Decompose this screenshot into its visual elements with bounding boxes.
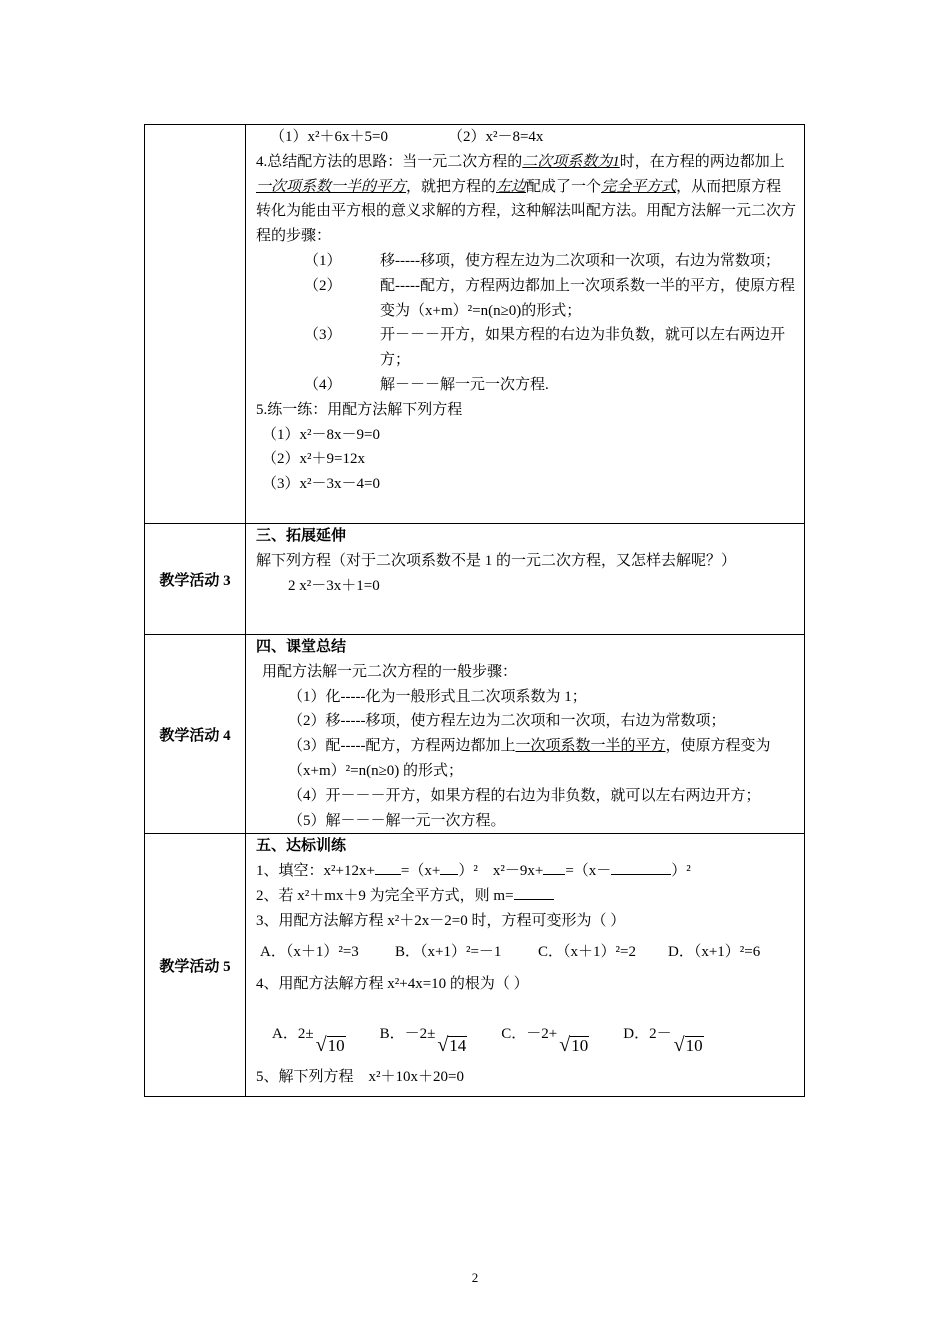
step-item: （3） 开－－－开方，如果方程的右边为非负数，就可以左右两边开方； [304, 327, 786, 369]
method-summary-paragraph: 4.总结配方法的思路：当一元二次方程的二次项系数为1时，在方程的两边都加上一次项系数一半的平方，就把方程的左边配成了一个完全平方式，从而把原方程转化为能由平方根的意义求解的方程，这种解法叫配方法。用配方法解一元二次方程的步骤： [256, 153, 797, 245]
radical-sign: √ [673, 1034, 685, 1057]
extension-equation: 2 x²－3x＋1=0 [288, 577, 380, 594]
question-3: 3、用配方法解方程 x²＋2x－2=0 时，方程可变形为（ ） [256, 912, 626, 929]
summary-step: （2）移-----移项，使方程左边为二次项和一次项，右边为常数项； [288, 713, 726, 730]
radical-sign: √ [437, 1034, 449, 1057]
example-eq-1: （1）x²＋6x＋5=0 [270, 129, 388, 145]
summary-step: （1）化-----化为一般形式且二次项系数为 1； [288, 688, 587, 705]
section-heading: 四、课堂总结 [256, 639, 347, 655]
row-content-exercises [246, 834, 805, 1097]
radical-sign: √ [559, 1034, 571, 1057]
row-content-method-summary [246, 125, 805, 524]
question-4-choices [256, 1003, 796, 1057]
row-label-empty [145, 125, 246, 524]
table-row [145, 524, 805, 635]
question-1: 1、填空：x²+12x+ =（x+ ）² x²－9x+ =（x－ ）² [256, 859, 796, 884]
question-4: 4、用配方法解方程 x²+4x=10 的根为（ ） [256, 976, 529, 993]
underlined-term: 二次项系数为1 [522, 153, 620, 170]
underlined-term: 左边 [496, 178, 527, 195]
sqrt-expression: √ 10 [315, 1034, 345, 1057]
example-equations [256, 125, 796, 150]
answer-blank[interactable] [611, 860, 671, 875]
answer-blank[interactable] [514, 885, 554, 900]
summary-step: （4）开－－－开方，如果方程的右边为非负数，就可以左右两边开方； [288, 787, 761, 804]
summary-step: （5）解－－－解一元一次方程。 [288, 812, 506, 829]
underlined-term: 一次项系数一半的平方 [256, 178, 407, 195]
choice-c: C．（x＋1）²=2 [538, 943, 636, 960]
practice-item: （2）x²＋9=12x [262, 451, 365, 468]
question-3-choices [256, 940, 796, 965]
answer-blank[interactable] [543, 860, 565, 875]
table-row [145, 635, 805, 834]
choice-d: D．（x+1）²=6 [668, 943, 761, 960]
choice-a: A．（x＋1）²=3 [260, 943, 359, 960]
section-heading: 三、拓展延伸 [256, 528, 347, 544]
question-2: 2、若 x²＋mx＋9 为完全平方式，则 m= [256, 884, 796, 909]
sqrt-expression: √ 10 [559, 1034, 589, 1057]
summary-intro: 用配方法解一元二次方程的一般步骤： [262, 663, 518, 680]
choice-a: A．2± √ 10 [272, 1026, 345, 1057]
practice-title: 5.练一练：用配方法解下列方程 [256, 401, 463, 418]
step-item: （4） 解－－－解一元一次方程. [304, 376, 549, 393]
sqrt-expression: √ 14 [437, 1034, 467, 1057]
answer-blank[interactable] [375, 860, 401, 875]
row-label: 教学活动 4 [145, 635, 246, 834]
step-item: （2） 配-----配方，方程两边都加上一次项系数一半的平方，使原方程变为（x+m）²=n(n≥0)的形式； [304, 277, 795, 319]
sqrt-expression: √ 10 [673, 1034, 703, 1057]
choice-b: B．－2± √ 14 [379, 1026, 467, 1057]
row-content-summary [246, 635, 805, 834]
row-label: 教学活动 5 [145, 834, 246, 1097]
table-row [145, 834, 805, 1097]
row-label: 教学活动 3 [145, 524, 246, 635]
example-eq-2: （2）x²－8=4x [447, 129, 544, 145]
extension-prompt: 解下列方程（对于二次项系数不是 1 的一元二次方程，又怎样去解呢？） [256, 552, 737, 569]
answer-blank[interactable] [440, 860, 458, 875]
summary-step: （3）配-----配方，方程两边都加上一次项系数一半的平方，使原方程变为（x+m）²=n(n≥0) 的形式； [288, 738, 771, 779]
choice-d: D．2－ √ 10 [623, 1026, 703, 1057]
choice-c: C．－2+ √ 10 [501, 1026, 589, 1057]
practice-item: （3）x²－3x－4=0 [262, 476, 380, 493]
lesson-plan-table [144, 124, 805, 1097]
radical-sign: √ [315, 1034, 327, 1057]
practice-item: （1）x²－8x－9=0 [262, 426, 380, 443]
question-5: 5、解下列方程 x²＋10x＋20=0 [256, 1069, 464, 1086]
section-heading: 五、达标训练 [256, 838, 347, 855]
choice-b: B．（x+1）²=－1 [395, 943, 502, 960]
page-number: 2 [471, 1270, 479, 1285]
step-item: （1） 移-----移项，使方程左边为二次项和一次项，右边为常数项； [304, 252, 780, 269]
underlined-term: 一次项系数一半的平方 [515, 738, 666, 755]
underlined-term: 完全平方式 [601, 178, 677, 195]
row-content-extension [246, 524, 805, 635]
table-row [145, 125, 805, 524]
